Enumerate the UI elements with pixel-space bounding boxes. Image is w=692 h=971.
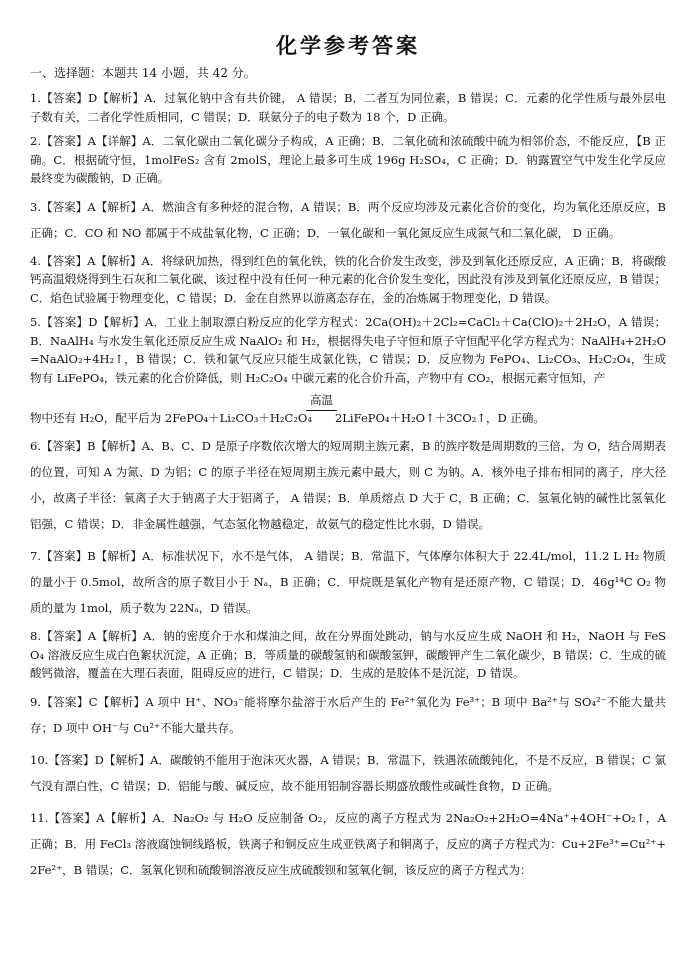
answer-item-1: 1.【答案】D【解析】A．过氧化钠中含有共价键， A 错误；B．二者互为同位素，B 错误；C．元素的化学性质与最外层电子数有关，二者化学性质相同，C 错误；D．联氨分子的电子数为 18 个，D 正确。 [30,91,666,124]
answer-item-10: 10.【答案】D【解析】A．碳酸钠不能用于泡沫灭火器，A 错误；B．常温下，铁遇浓硫酸钝化，不是不反应，B 错误；C 氯气没有漂白性，C 错误；D．铝能与酸、碱反应，故不能用铝制容器长期盛放酸性或碱性食物，D 正确。 [30,752,666,793]
answer-item-4: 4.【答案】A【解析】A．将绿矾加热，得到红色的氧化铁，铁的化合价发生改变，涉及到氧化还原反应，A 正确；B．将碳酸钙高温煅烧得到生石灰和二氧化碳，该过程中没有任何一种元素的化合价发生变化，因此没有涉及到氧化还原反应，B 错误；C．焰色试验属于物理变化，C 错误；D．金在自然界以游离态存在，金的冶炼属于物理变化，D 错误。 [30,253,666,305]
reaction-condition-label: 高温 [306,391,337,411]
answer-item-5: 5.【答案】D【解析】A．工业上制取漂白粉反应的化学方程式：2Ca(OH)₂＋2Cl₂=CaCl₂＋Ca(ClO)₂＋2H₂O，A 错误；B．NaAlH₄ 与水发生氧化还原反应生成 NaAlO₂ 和 H₂，根据得失电子守恒和原子守恒配平化学方程式为：NaAlH₄+2H₂O=NaAlO₂+4H₂↑，B 错误；C．铁和氯气反应只能生成氯化铁，C 错误；D．反应物为 FePO₄、Li₂CO₃、H₂C₂O₄，生成物有 LiFePO₄，铁元素的化合价降低，则 H₂C₂O₄ 中碳元素的化合价升高，产物中有 CO₂，根据元素守恒知，产 [30,315,666,385]
answer-item-2: 2.【答案】A【详解】A．二氧化碳由二氧化碳分子构成，A 正确；B．二氧化硫和浓硫酸中硫为相邻价态，不能反应，【B 正确。C．根据硫守恒，1molFeS₂ 含有 2molS，理论上最多可生成 196g H₂SO₄，C 正确；D．钠露置空气中发生化学反应最终变为碳酸钠，D 正确。 [30,134,666,185]
answer-item-8: 8.【答案】A【解析】A．钠的密度介于水和煤油之间，故在分界面处跳动，钠与水反应生成 NaOH 和 H₂，NaOH 与 FeSO₄ 溶液反应生成白色絮状沉淀，A 正确；B．等质量的碳酸氢钠和碳酸氢钾，碳酸钾产生二氧化碳少，B 错误；C．生成的硫酸钙微溶，覆盖在大理石表面，阻碍反应的进行，C 错误；D．生成的是胶体不是沉淀，D 错误。 [30,629,666,680]
section-heading: 一、选择题：本题共 14 小题，共 42 分。 [30,66,256,80]
answer-item-11: 11.【答案】A【解析】A．Na₂O₂ 与 H₂O 反应制备 O₂，反应的离子方程式为 2Na₂O₂+2H₂O=4Na⁺+4OH⁻+O₂↑，A 正确；B．用 FeCl₃ 溶液腐蚀铜线路板，铁离子和铜反应生成亚铁离子和铜离子，反应的离子方程式为：Cu+2Fe³⁺=Cu²⁺+2Fe²⁺，B 错误；C．氢氧化钡和硫酸铜溶液反应生成硫酸钡和氢氧化铜，该反应的离子方程式为： [30,810,666,877]
answer-item-7: 7.【答案】B【解析】A．标准状况下，水不是气体， A 错误；B．常温下，气体摩尔体积大于 22.4L/mol，11.2 L H₂ 物质的量小于 0.5mol，故所含的原子数目小于 Nₐ，B 正确；C．甲烷既是氧化产物有是还原产物，C 错误；D．46g¹⁴C O₂ 物质的量为 1mol，质子数为 22Nₐ，D 错误。 [30,549,666,615]
page-title: 化学参考答案 [276,33,420,58]
answer-item-6: 6.【答案】B【解析】A、B、C、D 是原子序数依次增大的短周期主族元素，B 的族序数是周期数的三倍，为 O，结合周期表的位置，可知 A 为氮、D 为铝；C 的原子半径在短周期主族元素中最大，则 C 为钠。A．核外电子排布相同的离子，序大径小，故离子半径：氧离子大于钠离子大于铝离子， A 错误；B．单质熔点 D 大于 C，B 正确；C．氢氧化钠的碱性比氢氧化铝强，C 错误；D．非金属性越强，气态氢化物越稳定，故氨气的稳定性比水弱，D 错误。 [30,439,666,531]
answer-item-9: 9.【答案】C【解析】A 项中 H⁺、NO₃⁻能将摩尔盐溶于水后产生的 Fe²⁺氧化为 Fe³⁺；B 项中 Ba²⁺与 SO₄²⁻不能大量共存；D 项中 OH⁻与 Cu²⁺不能大量共存。 [30,694,666,735]
answer-item-5-continued [30,393,666,427]
answer-item-5-equation: 物中还有 H₂O，配平后为 2FePO₄＋Li₂CO₃＋H₂C₂O₄ 2LiFePO₄＋H₂O↑＋3CO₂↑，D 正确。 [30,411,545,425]
answer-item-3: 3.【答案】A【解析】A．燃油含有多种烃的混合物，A 错误；B．两个反应均涉及元素化合价的变化，均为氧化还原反应，B 正确；C．CO 和 NO 都属于不成盐氧化物，C 正确；D．一氧化碳和一氧化氮反应生成氮气和二氧化碳， D 正确。 [30,199,666,240]
